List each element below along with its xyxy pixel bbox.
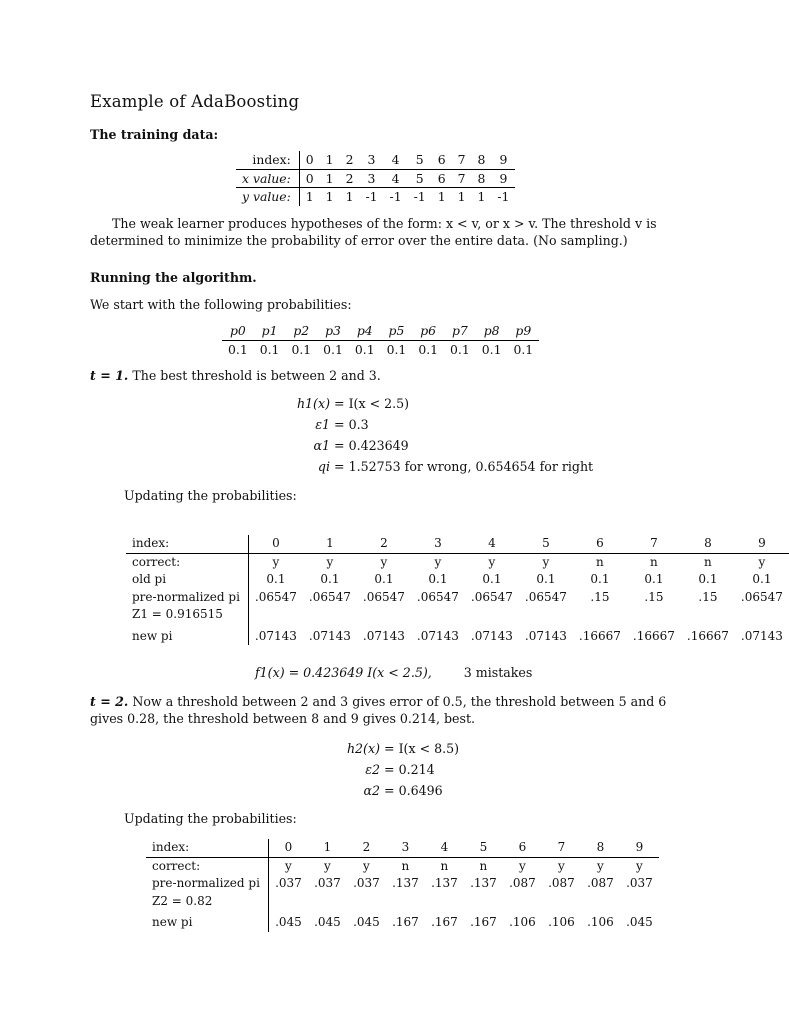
f1-mistakes: 3 mistakes [463,665,533,680]
equation-lhs: qi [317,459,330,474]
table-cell: 9 [491,151,515,169]
equation-rhs: = 0.6496 [384,783,443,798]
table-cell: .106 [587,915,614,929]
table-cell: .16667 [632,628,675,643]
table-cell: .06547 [416,589,459,604]
table-cell: p8 [476,322,508,340]
table-cell: p9 [507,322,539,340]
t2-text: Now a threshold between 2 and 3 gives error of 0.5, the threshold between 5 and 6 gives 0.28, the threshold between 8 and 9 gives 0.214, best. [90,694,667,726]
table-cell: .045 [314,915,341,929]
table-cell: .137 [431,876,458,890]
training-table [236,151,515,206]
f1-line [255,664,532,681]
table-header-cell: 6 [573,535,627,553]
table-header-cell: 8 [681,535,735,553]
table-header-cell: 5 [519,535,573,553]
table-row-label: pre-normalized pi [126,589,248,607]
training-heading: The training data: [90,127,219,142]
table-cell: 6 [432,169,452,188]
equation-rhs: = 0.3 [334,417,369,432]
table-cell: .087 [587,876,614,890]
table-cell: .16667 [578,628,621,643]
table-header-cell: 2 [347,839,386,857]
table-header-cell: 9 [620,839,659,857]
table-cell: 0.1 [320,572,340,586]
table-cell: y [542,554,550,569]
table-row [146,910,659,932]
table-cell: .087 [548,876,575,890]
table-row-label: correct: [146,857,268,875]
equation-row [300,782,600,803]
running-heading: Running the algorithm. [90,270,257,285]
equation-row [240,458,600,479]
table-row-label: old pi [126,571,248,589]
table-cell: .106 [548,915,575,929]
table-cell: 7 [452,151,472,169]
table-cell: y [488,554,496,569]
table-cell: y [636,858,643,873]
t1-label: t = 1. [90,368,129,383]
table-cell: n [479,858,488,873]
running-intro: We start with the following probabilities: [90,297,352,312]
table-cell: n [440,858,449,873]
table-cell: 1 [437,189,446,204]
table-cell: .06547 [740,589,783,604]
equation-lhs: α2 [363,783,380,798]
equation-rhs: = 0.214 [384,762,435,777]
table-cell: y [519,858,526,873]
table-cell: .15 [698,589,718,604]
table-cell: n [704,554,712,569]
table-cell: 5 [408,151,432,169]
table-cell: 0.1 [481,341,502,357]
table-cell: .07143 [470,628,513,643]
table-row [126,553,789,571]
table-cell: 2 [340,151,360,169]
table-cell: 5 [408,169,432,188]
table-header-cell: 3 [411,535,465,553]
table-cell: n [596,554,604,569]
table-cell: 0.1 [752,572,772,586]
table-row [236,151,515,169]
table-header-cell: 0 [248,535,303,553]
table-cell: 6 [432,151,452,169]
table-cell: .06547 [254,589,297,604]
table-cell: 8 [471,151,491,169]
t1-update-table [126,535,789,645]
table-cell: 0.1 [386,341,407,357]
t2-label: t = 2. [90,694,129,709]
table-cell: n [650,554,658,569]
table-cell: p2 [285,322,317,340]
t1-text: The best threshold is between 2 and 3. [132,368,381,383]
table-cell: -1 [497,189,510,204]
training-row-label: index: [236,151,299,169]
table-header-cell: 2 [357,535,411,553]
table-cell: 0.1 [536,572,556,586]
table-cell: 0.1 [374,572,394,586]
equation-rhs: = I(x < 2.5) [334,396,410,411]
t2-paragraph [90,693,680,727]
table-header-cell: 0 [268,839,308,857]
table-cell: 2 [340,169,360,188]
table-row [146,875,659,893]
table-cell: 0.1 [291,341,312,357]
equation-row [300,761,600,782]
table-cell: y [272,554,280,569]
table-cell: .037 [314,876,341,890]
table-cell: n [401,858,410,873]
table-cell: 1 [325,189,334,204]
table-cell: p3 [317,322,349,340]
table-cell: .07143 [254,628,297,643]
equation-row [240,437,600,458]
table-cell: p4 [349,322,381,340]
table-header-cell: 6 [503,839,542,857]
table-row [146,893,659,911]
table-cell: .07143 [308,628,351,643]
table-cell: -1 [365,189,378,204]
table-cell: 9 [491,169,515,188]
table-header-cell: 7 [542,839,581,857]
table-cell: y [324,858,331,873]
table-header-cell: 4 [465,535,519,553]
t1-equations [240,395,600,479]
training-row-label: x value: [236,169,299,188]
table-header-cell: 7 [627,535,681,553]
table-cell: p6 [412,322,444,340]
table-cell: .045 [275,915,302,929]
table-cell: p1 [254,322,286,340]
t1-updating-label: Updating the probabilities: [124,488,297,503]
table-cell: y [363,858,370,873]
table-row-label: correct: [126,553,248,571]
table-cell: 1 [457,189,466,204]
table-cell: y [434,554,442,569]
table-cell: p5 [381,322,413,340]
table-cell: .167 [431,915,458,929]
table-cell: y [285,858,292,873]
table-header-cell: 8 [581,839,620,857]
table-cell: 1 [305,189,314,204]
table-cell [268,893,659,911]
equation-lhs: h2(x) [346,741,380,756]
table-row [126,589,789,607]
table-cell: 0.1 [354,341,375,357]
table-row [222,322,539,340]
table-cell: 0.1 [450,341,470,357]
table-cell: .137 [392,876,419,890]
table-cell: 0.1 [228,341,248,357]
t2-updating-label: Updating the probabilities: [124,811,297,826]
table-cell: 3 [359,169,383,188]
equation-row [300,740,600,761]
table-row-label: Z2 = 0.82 [146,893,268,911]
equation-rhs: = I(x < 8.5) [384,741,460,756]
table-row-label: new pi [126,624,248,646]
table-cell: 0.1 [266,572,286,586]
table-cell: .07143 [740,628,783,643]
table-cell: .037 [626,876,653,890]
table-cell: .15 [590,589,610,604]
table-cell: 8 [471,169,491,188]
initial-probabilities-table [222,322,539,358]
table-cell: .07143 [524,628,567,643]
table-row [146,857,659,875]
table-cell: .15 [644,589,664,604]
table-cell: .037 [275,876,302,890]
table-cell: .06547 [470,589,513,604]
equation-lhs: ε2 [365,762,380,777]
equation-lhs: ε1 [315,417,330,432]
table-cell: 0.1 [418,341,439,357]
table-cell: 4 [384,169,408,188]
table-cell: y [558,858,565,873]
table-row [126,624,789,646]
table-row [126,571,789,589]
table-cell: .06547 [308,589,351,604]
t2-equations [300,740,600,803]
equation-lhs: α1 [313,438,330,453]
table-header-label: index: [126,535,248,553]
table-cell: .167 [470,915,497,929]
equation-row [240,416,600,437]
table-cell: .07143 [416,628,459,643]
table-cell: 0.1 [590,572,610,586]
table-cell: 0 [299,169,319,188]
table-cell: 0.1 [482,572,502,586]
table-cell: 1 [320,151,340,169]
equation-lhs: h1(x) [296,396,330,411]
table-cell: 0.1 [428,572,448,586]
equation-rhs: = 1.52753 for wrong, 0.654654 for right [334,459,594,474]
table-cell: y [326,554,334,569]
table-cell: 4 [384,151,408,169]
t2-update-table [146,839,659,932]
table-cell: .037 [353,876,380,890]
table-row [126,606,789,624]
table-cell: .07143 [362,628,405,643]
table-header-cell: 5 [464,839,503,857]
f1-formula: f1(x) = 0.423649 I(x < 2.5), [255,665,432,680]
table-cell: 0.1 [513,341,534,357]
table-cell: 0.1 [259,341,280,357]
table-cell: 3 [359,151,383,169]
table-cell: .06547 [524,589,567,604]
table-cell: .045 [353,915,380,929]
table-cell: y [380,554,388,569]
table-cell: -1 [413,189,426,204]
table-cell: p0 [222,322,254,340]
table-cell: .106 [509,915,536,929]
training-row-label: y value: [236,188,299,206]
table-row [146,839,659,857]
table-header-cell: 1 [303,535,357,553]
table-cell: y [758,554,766,569]
table-cell: 1 [477,189,486,204]
equation-rhs: = 0.423649 [334,438,409,453]
table-cell: .06547 [362,589,405,604]
table-row [126,535,789,553]
table-cell: y [597,858,604,873]
table-row [236,169,515,188]
table-row-label: pre-normalized pi [146,875,268,893]
table-cell: 0.1 [323,341,343,357]
table-header-label: index: [146,839,268,857]
table-header-cell: 4 [425,839,464,857]
table-cell: .167 [392,915,419,929]
equation-row [240,395,600,416]
table-cell: 1 [320,169,340,188]
table-row-label: new pi [146,910,268,932]
table-row [222,340,539,358]
table-header-cell: 1 [308,839,347,857]
table-cell: .045 [626,915,653,929]
t1-line [90,367,381,384]
table-cell: -1 [389,189,402,204]
table-cell: .16667 [686,628,729,643]
table-cell: 0.1 [698,572,718,586]
table-cell: .087 [509,876,536,890]
table-cell: 0.1 [644,572,664,586]
table-cell: 7 [452,169,472,188]
table-cell: .137 [470,876,497,890]
weak-learner-paragraph: The weak learner produces hypotheses of the form: x < v, or x > v. The threshold v is determined to minimize the probability of error over the entire data. (No sampling.) [90,216,657,248]
table-cell: p7 [444,322,476,340]
table-row [236,188,515,206]
table-cell: 0 [299,151,319,169]
table-header-cell: 3 [386,839,425,857]
table-header-cell: 9 [735,535,789,553]
table-cell [248,606,789,624]
page-title: Example of AdaBoosting [90,92,300,111]
table-row-label: Z1 = 0.916515 [126,606,248,624]
table-cell: 1 [345,189,354,204]
